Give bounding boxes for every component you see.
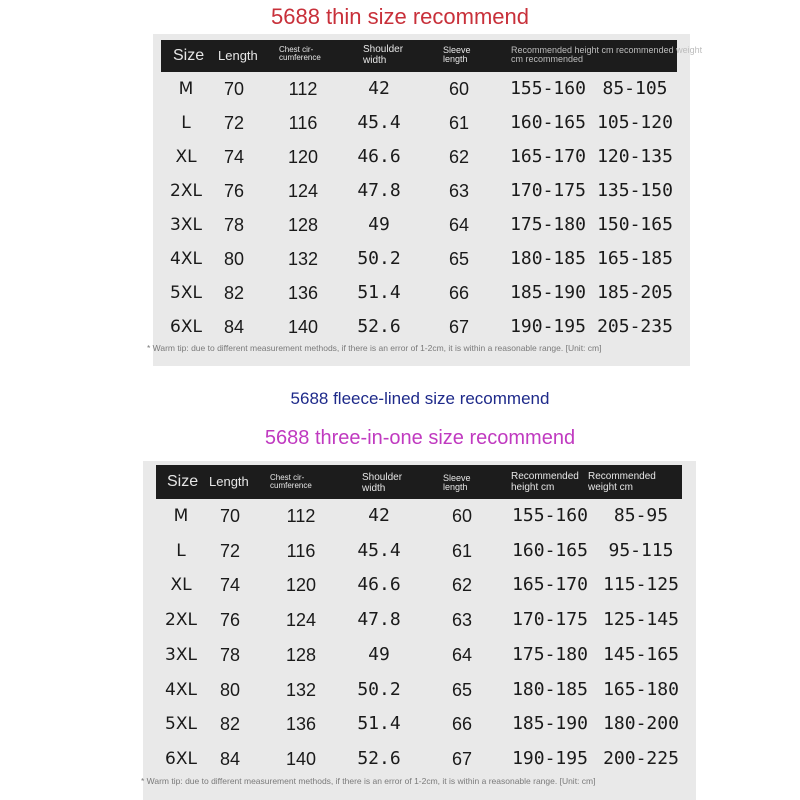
table-row [153, 310, 690, 344]
cell-shoulder: 51.4 [357, 282, 401, 303]
cell-height: 185-190 [510, 282, 586, 303]
table-row [153, 140, 690, 174]
cell-shoulder: 51.4 [357, 713, 401, 735]
header-shoulder-line1: Shoulder [362, 472, 403, 483]
cell-sleeve: 64 [451, 644, 473, 665]
thin-size-chart [147, 34, 703, 366]
cell-size: XL [170, 575, 192, 596]
cell-weight: 200-225 [603, 747, 679, 769]
cell-size: 2XL [165, 610, 197, 631]
header-chest-line2: cumference [270, 481, 312, 491]
cell-length: 70 [219, 506, 241, 526]
cell-weight: 205-235 [597, 316, 673, 337]
header-sleeve-line1: Sleeve [443, 45, 471, 55]
table-row [153, 72, 690, 106]
cell-shoulder: 46.6 [357, 574, 401, 596]
cell-size: L [181, 113, 191, 133]
cell-size: 3XL [170, 215, 202, 235]
cell-size: 6XL [170, 317, 202, 337]
cell-sleeve: 62 [448, 147, 470, 167]
cell-shoulder: 47.8 [357, 609, 401, 631]
cell-weight: 135-150 [597, 180, 673, 201]
header-chest-line2: cumference [279, 53, 321, 63]
cell-height: 165-170 [512, 574, 588, 596]
cell-sleeve: 66 [451, 714, 473, 735]
table-header [156, 465, 682, 499]
header-chest-line1: Chest cir- [279, 45, 314, 54]
cell-length: 70 [223, 79, 245, 99]
cell-size: 5XL [165, 714, 197, 735]
three-in-one-size-title: 5688 three-in-one size recommend [264, 427, 576, 449]
cell-height: 175-180 [512, 643, 588, 665]
header-length: Length [218, 48, 258, 63]
thin-size-title: 5688 thin size recommend [270, 4, 530, 29]
cell-weight: 85-105 [602, 78, 668, 99]
cell-height: 190-195 [512, 747, 588, 769]
table-row [143, 638, 696, 672]
cell-sleeve: 64 [448, 215, 470, 235]
header-shoulder [363, 45, 423, 66]
cell-size: 3XL [165, 644, 197, 665]
cell-weight: 105-120 [597, 112, 673, 133]
cell-chest: 140 [285, 748, 317, 769]
header-recommended-height-line1: Recommended [511, 471, 579, 482]
cell-length: 72 [219, 540, 241, 561]
cell-weight: 150-165 [597, 214, 673, 235]
table-row [153, 242, 690, 276]
warm-tip-note: * Warm tip: due to different measurement methods, if there is an error of 1-2cm, it is within a reasonable range. [Unit: cm] [141, 776, 596, 786]
cell-height: 170-175 [510, 180, 586, 201]
cell-chest: 136 [287, 283, 319, 303]
header-length: Length [209, 474, 249, 489]
cell-shoulder: 52.6 [357, 747, 401, 769]
cell-sleeve: 67 [448, 317, 470, 337]
cell-sleeve: 66 [448, 283, 470, 303]
cell-height: 180-185 [510, 248, 586, 269]
cell-height: 160-165 [512, 539, 588, 561]
cell-chest: 124 [285, 610, 317, 631]
header-recommended-height-line2: height cm [511, 481, 555, 493]
cell-chest: 116 [286, 540, 316, 561]
cell-size: XL [175, 147, 197, 167]
cell-length: 74 [219, 575, 241, 596]
cell-height: 160-165 [510, 112, 586, 133]
cell-length: 82 [219, 714, 241, 735]
cell-shoulder: 42 [368, 78, 390, 99]
cell-weight: 185-205 [597, 282, 673, 303]
table-row [143, 603, 696, 637]
table-row [153, 208, 690, 242]
header-recommended-line2: cm recommended [511, 54, 584, 65]
header-size: Size [173, 47, 205, 64]
cell-size: L [176, 540, 186, 561]
table-row [143, 534, 696, 568]
cell-size: 5XL [170, 283, 202, 303]
cell-chest: 112 [288, 79, 318, 99]
cell-weight: 115-125 [603, 574, 679, 596]
cell-shoulder: 42 [368, 505, 390, 526]
cell-weight: 180-200 [603, 713, 679, 735]
table-row [143, 568, 696, 602]
cell-weight: 125-145 [603, 609, 679, 631]
cell-size: 6XL [165, 748, 197, 769]
cell-size: M [173, 506, 189, 526]
cell-length: 84 [219, 748, 241, 769]
header-sleeve [443, 46, 493, 65]
cell-height: 165-170 [510, 146, 586, 167]
cell-chest: 140 [287, 317, 319, 337]
header-recommended-weight [588, 472, 668, 493]
cell-weight: 85-95 [613, 505, 669, 526]
cell-weight: 95-115 [608, 539, 674, 561]
cell-height: 155-160 [512, 505, 588, 526]
cell-chest: 124 [287, 181, 319, 201]
fleece-size-title: 5688 fleece-lined size recommend [290, 389, 550, 408]
cell-sleeve: 63 [448, 181, 470, 201]
header-recommended-line1: Recommended height cm recommended weight [511, 45, 703, 55]
table-row [153, 106, 690, 140]
table-row [143, 707, 696, 741]
cell-chest: 120 [287, 147, 319, 167]
cell-chest: 116 [288, 113, 318, 133]
header-chest [279, 46, 349, 63]
cell-chest: 132 [285, 679, 317, 700]
cell-shoulder: 47.8 [357, 180, 401, 201]
table-row [143, 499, 696, 533]
cell-size: M [178, 79, 194, 99]
cell-chest: 128 [287, 215, 319, 235]
cell-length: 84 [223, 317, 245, 337]
cell-sleeve: 63 [451, 610, 473, 631]
cell-size: 4XL [170, 249, 202, 269]
cell-size: 4XL [165, 679, 197, 700]
cell-weight: 120-135 [597, 146, 673, 167]
cell-height: 190-195 [510, 316, 586, 337]
header-chest-line1: Chest cir- [270, 473, 305, 482]
header-recommended-weight-line2: weight cm [588, 481, 634, 493]
cell-shoulder: 50.2 [357, 678, 401, 700]
header-sleeve-line1: Sleeve [443, 473, 471, 483]
cell-chest: 136 [285, 714, 317, 735]
cell-shoulder: 52.6 [357, 316, 401, 337]
cell-sleeve: 60 [451, 506, 473, 526]
cell-weight: 165-180 [603, 678, 679, 700]
cell-chest: 128 [285, 644, 317, 665]
cell-shoulder: 45.4 [357, 539, 401, 561]
cell-length: 78 [219, 644, 241, 665]
cell-shoulder: 49 [368, 643, 390, 665]
cell-length: 76 [223, 181, 245, 201]
cell-height: 185-190 [512, 713, 588, 735]
cell-length: 78 [223, 215, 245, 235]
cell-height: 155-160 [510, 78, 586, 99]
cell-sleeve: 65 [451, 679, 473, 700]
cell-height: 175-180 [510, 214, 586, 235]
header-shoulder-line2: width [363, 54, 387, 66]
cell-length: 76 [219, 610, 241, 631]
header-recommended-weight-line1: Recommended [588, 471, 656, 482]
warm-tip-note: * Warm tip: due to different measurement methods, if there is an error of 1-2cm, it is within a reasonable range. [Unit: cm] [147, 343, 602, 353]
table-row [143, 673, 696, 707]
cell-sleeve: 61 [451, 540, 473, 561]
cell-shoulder: 50.2 [357, 248, 401, 269]
header-size: Size [167, 473, 199, 490]
header-sleeve-line2: length [443, 482, 468, 493]
header-recommended [511, 46, 751, 65]
table-row [153, 276, 690, 310]
cell-sleeve: 62 [451, 575, 473, 596]
cell-length: 80 [219, 679, 241, 700]
header-shoulder-line2: width [362, 482, 386, 494]
cell-shoulder: 46.6 [357, 146, 401, 167]
cell-chest: 120 [285, 575, 317, 596]
header-chest [270, 474, 340, 491]
header-sleeve-line2: length [443, 54, 468, 65]
three-in-one-size-chart [143, 461, 696, 800]
cell-length: 74 [223, 147, 245, 167]
header-shoulder [362, 473, 422, 494]
cell-shoulder: 45.4 [357, 112, 401, 133]
cell-shoulder: 49 [368, 214, 390, 235]
table-row [153, 174, 690, 208]
header-shoulder-line1: Shoulder [363, 44, 404, 55]
cell-chest: 132 [287, 249, 319, 269]
cell-height: 170-175 [512, 609, 588, 631]
cell-height: 180-185 [512, 678, 588, 700]
cell-weight: 165-185 [597, 248, 673, 269]
header-sleeve [443, 474, 493, 493]
header-recommended-height [511, 472, 591, 493]
cell-sleeve: 61 [448, 113, 470, 133]
cell-size: 2XL [170, 181, 202, 201]
cell-weight: 145-165 [603, 643, 679, 665]
cell-length: 80 [223, 249, 245, 269]
table-header [161, 40, 703, 72]
cell-sleeve: 67 [451, 748, 473, 769]
table-row [143, 742, 696, 776]
cell-length: 82 [223, 283, 245, 303]
cell-length: 72 [223, 113, 245, 133]
cell-chest: 112 [286, 506, 316, 526]
cell-sleeve: 65 [448, 249, 470, 269]
cell-sleeve: 60 [448, 79, 470, 99]
